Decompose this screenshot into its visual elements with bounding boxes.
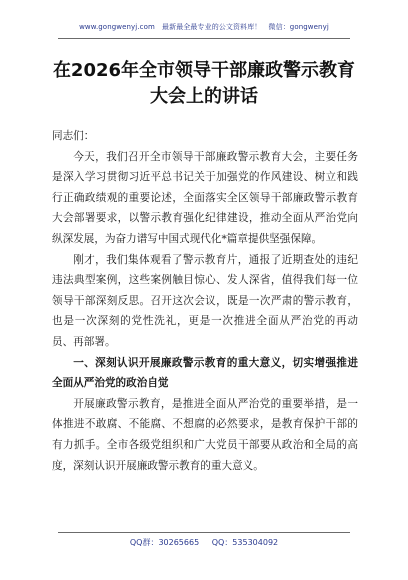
footer-divider [58,532,350,533]
footer-qq: QQ：535304092 [211,538,279,547]
body-paragraph-1: 今天，我们召开全市领导干部廉政警示教育大会，主要任务是深入学习贯彻习近平总书记关于加强党的作风建设、树立和践行正确政绩观的重要论述，全面落实全区领导干部廉政警示教育大会部署要求，以警示教育强化纪律建设，推动全面从严治党向纵深发展，为奋力谱写中国式现代化*篇章提供坚强保障。 [52,150,358,245]
section-heading: 一、深刻认识开展廉政警示教育的重大意义，切实增强推进全面从严治党的政治自觉 [52,356,358,390]
salutation: 同志们： [52,130,95,142]
body-paragraph-2: 刚才，我们集体观看了警示教育片，通报了近期查处的违纪违法典型案例，这些案例触目惊心、发人深省，值得我们每一位领导干部深刻反思。召开这次会议，既是一次严肃的警示教育，也是一次深刻的党性洗礼，更是一次推进全面从严治党的再动员、再部署。 [52,253,358,348]
page-footer [0,537,408,548]
section-paragraph: 开展廉政警示教育，是推进全面从严治党的重要举措，是一体推进不敢腐、不能腐、不想腐的必然要求，是教育保护干部的有力抓手。全市各级党组织和广大党员干部要从政治和全局的高度，深刻认识开展廉政警示教育的重大意义。 [52,397,358,472]
footer-qq-group: QQ群：30265665 [129,538,200,547]
document-title: 在2026年全市领导干部廉政警示教育大会上的讲话 [52,60,356,107]
header-divider [58,38,350,39]
document-body [52,126,358,476]
page-header: www.gongwenyj.com 最新最全最专业的公文资料库！ 微信：gongwenyj [79,23,329,31]
